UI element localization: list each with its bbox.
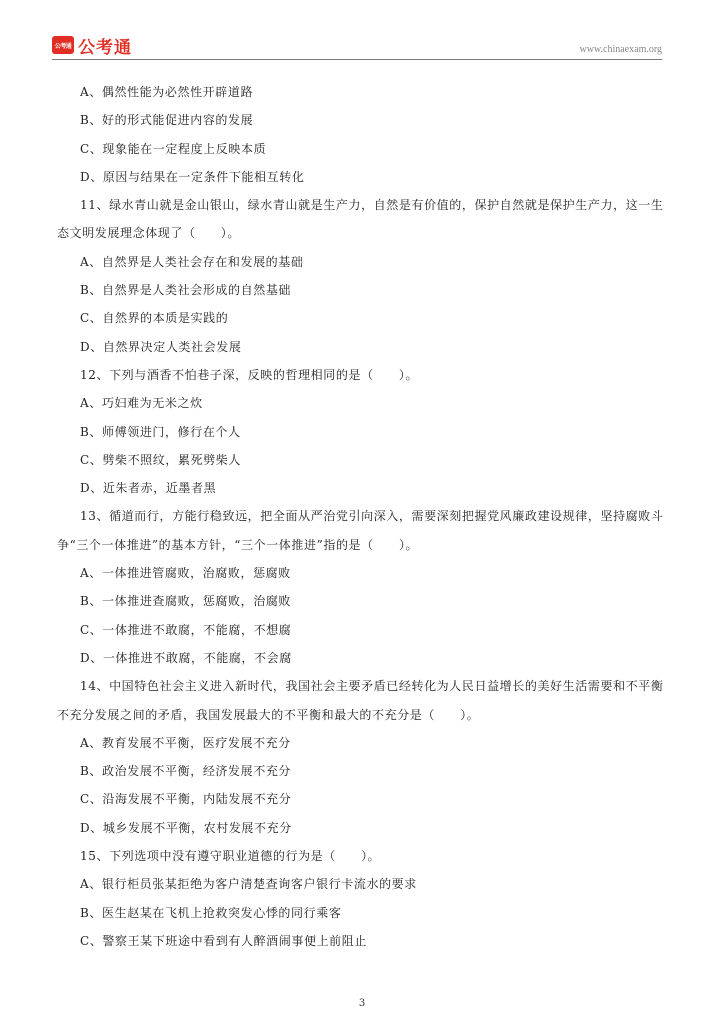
answer-option: A、教育发展不平衡，医疗发展不充分 bbox=[80, 735, 291, 750]
answer-option: A、偶然性能为必然性开辟道路 bbox=[80, 85, 254, 99]
question-text: 12、下列与酒香不怕巷子深，反映的哲理相同的是（ ）。 bbox=[80, 367, 419, 382]
question-text: 13、循道而行，方能行稳致远，把全面从严治党引向深入，需要深刻把握党风廉政建设规律，坚持腐败斗 bbox=[80, 509, 664, 524]
answer-option: A、一体推进管腐败，治腐败，惩腐败 bbox=[80, 566, 291, 581]
answer-option: B、自然界是人类社会形成的自然基础 bbox=[80, 283, 292, 298]
answer-option: C、自然界的本质是实践的 bbox=[80, 311, 229, 326]
question-text: 14、中国特色社会主义进入新时代，我国社会主要矛盾已经转化为人民日益增长的美好生活需要和不平衡 bbox=[80, 679, 664, 694]
site-url: www.chinaexam.org bbox=[579, 44, 662, 55]
logo bbox=[52, 34, 132, 56]
answer-option: B、一体推进查腐败，惩腐败，治腐败 bbox=[80, 594, 292, 609]
answer-option: B、政治发展不平衡，经济发展不充分 bbox=[80, 764, 292, 779]
answer-option: C、现象能在一定程度上反映本质 bbox=[80, 141, 267, 156]
answer-option: D、城乡发展不平衡，农村发展不充分 bbox=[80, 820, 292, 835]
question-content bbox=[57, 78, 665, 955]
question-text: 15、下列选项中没有遵守职业道德的行为是（ ）。 bbox=[80, 849, 381, 864]
answer-option: C、一体推进不敢腐，不能腐，不想腐 bbox=[80, 622, 292, 637]
answer-option: B、医生赵某在飞机上抢救突发心悸的同行乘客 bbox=[80, 905, 342, 920]
answer-option: D、原因与结果在一定条件下能相互转化 bbox=[80, 169, 305, 184]
answer-option: C、劈柴不照纹，累死劈柴人 bbox=[80, 452, 241, 467]
answer-option: A、自然界是人类社会存在和发展的基础 bbox=[80, 254, 304, 269]
logo-text: 公考通 bbox=[78, 37, 132, 58]
answer-option: D、自然界决定人类社会发展 bbox=[80, 339, 242, 354]
answer-option: D、近朱者赤，近墨者黑 bbox=[80, 481, 217, 496]
answer-option: C、警察王某下班途中看到有人醉酒闹事便上前阻止 bbox=[80, 933, 367, 948]
page-number: 3 bbox=[358, 998, 366, 1009]
answer-option: B、师傅领进门，修行在个人 bbox=[80, 424, 241, 439]
answer-option: B、好的形式能促进内容的发展 bbox=[80, 113, 254, 128]
logo-badge-icon: 公考通 bbox=[52, 36, 74, 54]
question-text-continued: 不充分发展之间的矛盾，我国发展最大的不平衡和最大的不充分是（ ）。 bbox=[57, 707, 480, 722]
question-text-continued: 争“三个一体推进”的基本方针，“三个一体推进”指的是（ ）。 bbox=[57, 537, 419, 552]
answer-option: A、巧妇难为无米之炊 bbox=[80, 396, 203, 411]
answer-option: C、沿海发展不平衡，内陆发展不充分 bbox=[80, 792, 292, 807]
question-text-continued: 态文明发展理念体现了（ ）。 bbox=[57, 226, 241, 241]
answer-option: A、银行柜员张某拒绝为客户清楚查询客户银行卡流水的要求 bbox=[80, 877, 417, 892]
header-divider bbox=[52, 59, 662, 60]
answer-option: D、一体推进不敢腐，不能腐，不会腐 bbox=[80, 650, 292, 665]
page-header bbox=[52, 32, 662, 60]
question-text: 11、绿水青山就是金山银山，绿水青山就是生产力，自然是有价值的，保护自然就是保护生产力，这一生 bbox=[80, 198, 664, 213]
